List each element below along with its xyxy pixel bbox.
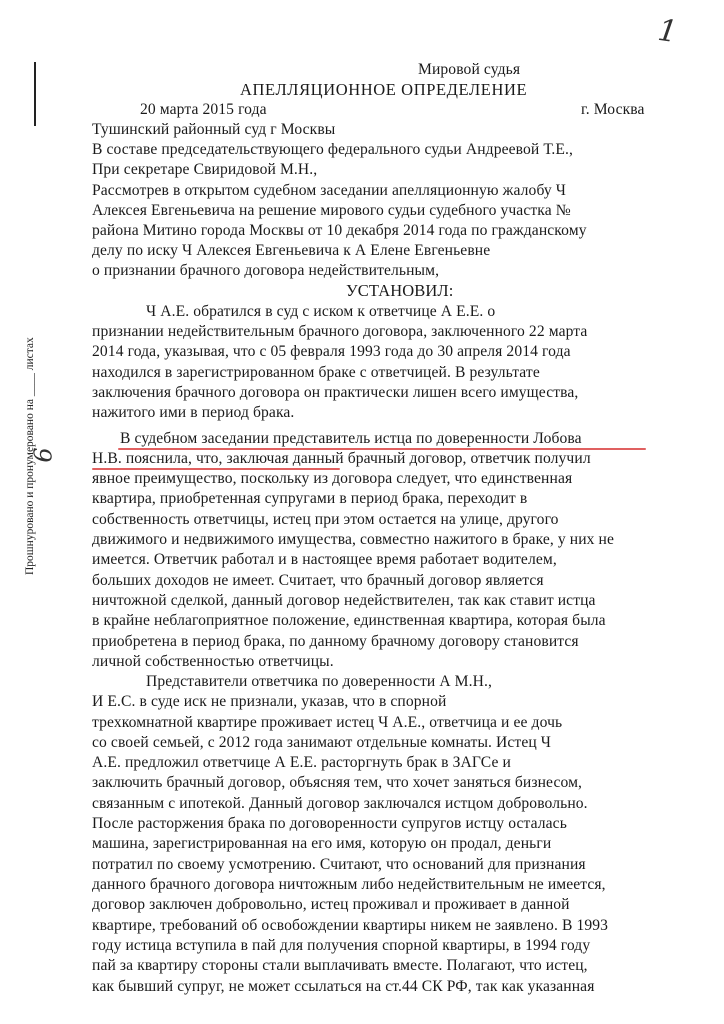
paragraph3-line: данного брачного договора ничтожным либо недействительным не имеется,	[92, 876, 606, 893]
paragraph2-line: ничтожной сделкой, данный договор недействителен, так как ставит истца	[92, 592, 596, 609]
paragraph1-line: признании недействительным брачного договора, заключенного 22 марта	[92, 323, 588, 340]
document-city: г. Москва	[581, 101, 645, 118]
section-title: УСТАНОВИЛ:	[346, 281, 454, 300]
paragraph2-line: явное преимущество, поскольку из договора следует, что единственная	[92, 470, 573, 487]
binding-stamp-count: 6	[29, 447, 58, 463]
intro-line: делу по иску Ч Алексея Евгеньевича к А Елене Евгеньевне	[92, 242, 491, 259]
intro-line: Рассмотрев в открытом судебном заседании апелляционную жалобу Ч	[92, 182, 567, 199]
paragraph2-line: в крайне неблагоприятное положение, единственная квартира, которая была	[92, 612, 606, 629]
paragraph2-line: квартира, приобретенная супругами в период брака, переходит в	[92, 490, 528, 507]
paragraph2-line: больших доходов не имеет. Считает, что брачный договор является	[92, 572, 544, 589]
paragraph3-line: трехкомнатной квартире проживает истец Ч А.Е., ответчица и ее дочь	[92, 714, 563, 731]
intro-line: Тушинский районный суд г Москвы	[92, 121, 336, 138]
paragraph2-line: имеется. Ответчик работал и в настоящее время работает водителем,	[92, 551, 557, 568]
paragraph3-line: После расторжения брака по договоренности супругов истцу осталась	[92, 815, 567, 832]
paragraph2-line: приобретена в период брака, по данному брачному договору становится	[92, 633, 579, 650]
paragraph1-line: Ч А.Е. обратился в суд с иском к ответчице А Е.Е. о	[146, 303, 496, 320]
paragraph3-line: связанным с ипотекой. Данный договор заключался истцом добровольно.	[92, 795, 588, 812]
paragraph1-line: нажитого ими в период брака.	[92, 404, 295, 421]
paragraph3-line: договор заключен добровольно, истец проживал и проживает в данной	[92, 896, 570, 913]
paragraph1-line: 2014 года, указывая, что с 05 февраля 1993 года до 30 апреля 2014 года	[92, 343, 571, 360]
intro-line: района Митино города Москвы от 10 декабря 2014 года по гражданскому	[92, 222, 587, 239]
intro-line: Алексея Евгеньевича на решение мирового судьи судебного участка №	[92, 202, 571, 219]
paragraph2-line: собственность ответчицы, истец при этом остается на улице, другого	[92, 511, 559, 528]
paragraph3-line: И Е.С. в суде иск не признали, указав, что в спорной	[92, 693, 447, 710]
judge-label: Мировой судья	[418, 61, 521, 78]
document-date: 20 марта 2015 года	[140, 101, 267, 118]
binding-stamp-text: Прошнуровано и пронумеровано на ____ листах	[24, 337, 36, 575]
page-number: 1	[655, 12, 680, 51]
intro-line: о признании брачного договора недействительным,	[92, 262, 440, 279]
document-title: АПЕЛЛЯЦИОННОЕ ОПРЕДЕЛЕНИЕ	[240, 80, 528, 99]
paragraph3-line: году истица вступила в пай для получения спорной квартиры, в 1994 году	[92, 937, 591, 954]
paragraph3-line: потратил по своему усмотрению. Считают, что оснований для признания	[92, 856, 586, 873]
paragraph3-line: заключить брачный договор, объясняя тем, что хочет заняться бизнесом,	[92, 774, 583, 791]
paragraph2-line: личной собственностью ответчицы.	[92, 653, 334, 670]
paragraph2-line: движимого и недвижимого имущества, совместно нажитого в браке, у них не	[92, 531, 615, 548]
paragraph3-line: А.Е. предложил ответчице А Е.Е. расторгнуть брак в ЗАГСе и	[92, 754, 511, 771]
paragraph3-line: Представители ответчика по доверенности А М.Н.,	[146, 673, 493, 690]
intro-line: В составе председательствующего федерального судьи Андреевой Т.Е.,	[92, 141, 574, 158]
paragraph1-line: заключения брачного договора он практически лишен всего имущества,	[92, 384, 579, 401]
binding-stamp	[20, 337, 58, 585]
paragraph3-line: как бывший супруг, не может ссылаться на ст.44 СК РФ, так как указанная	[92, 978, 595, 995]
paragraph1-line: находился в зарегистрированном браке с ответчицей. В результате	[92, 364, 540, 381]
paragraph3-line: пай за квартиру стороны стали выплачивать вместе. Полагают, что истец,	[92, 957, 588, 974]
margin-mark	[34, 62, 36, 126]
paragraph2-line: Н.В. пояснила, что, заключая данный брачный договор, ответчик получил	[92, 450, 591, 467]
intro-line: При секретаре Свиридовой М.Н.,	[92, 161, 318, 178]
paragraph3-line: машина, зарегистрированная на его имя, которую он продал, деньги	[92, 835, 552, 852]
paragraph2-line: В судебном заседании представитель истца по доверенности Лобова	[120, 430, 582, 447]
paragraph3-line: квартире, требований об освобождении квартиры никем не заявлено. В 1993	[92, 917, 609, 934]
paragraph3-line: со своей семьей, с 2012 года занимают отдельные комнаты. Истец Ч	[92, 734, 552, 751]
